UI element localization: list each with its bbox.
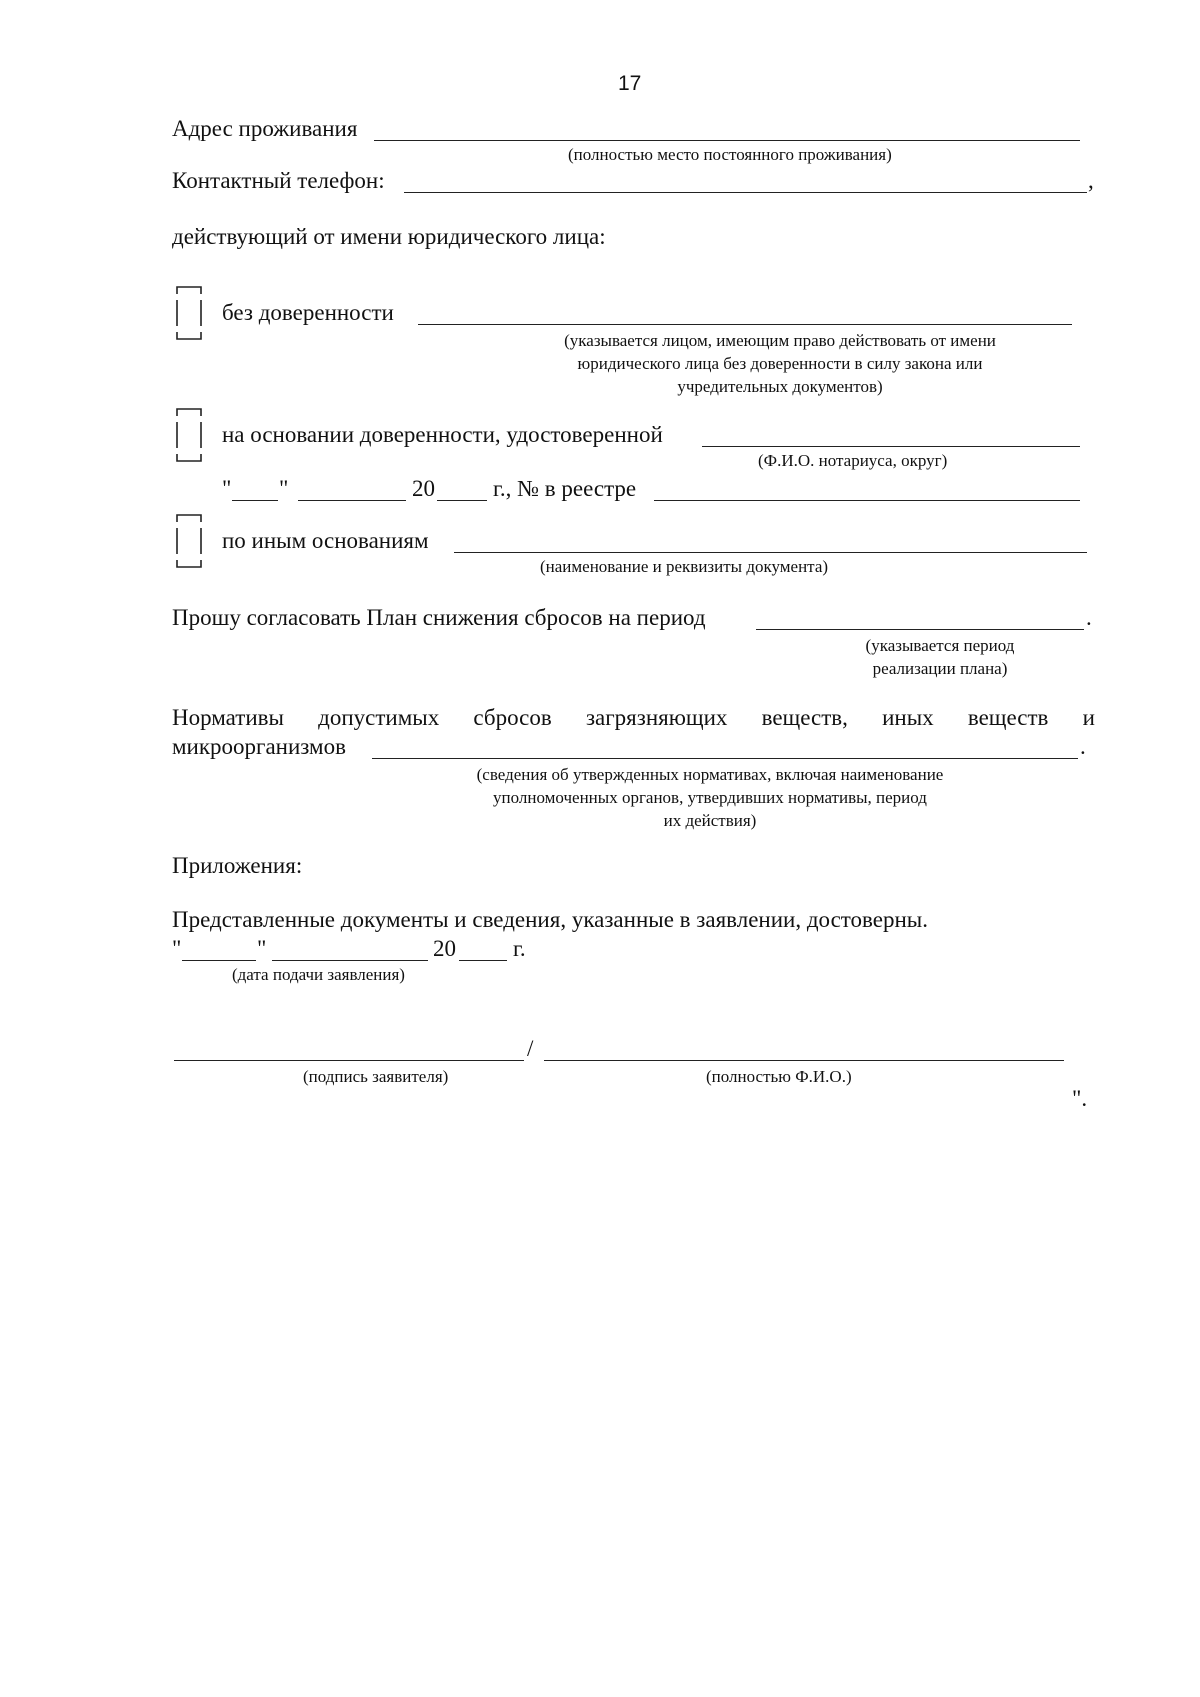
quote-close: " xyxy=(279,476,289,501)
norms-line[interactable] xyxy=(372,758,1078,759)
phone-trail: , xyxy=(1088,168,1094,193)
confirm-month-line[interactable] xyxy=(272,960,428,961)
confirm-year-prefix: 20 xyxy=(433,936,456,961)
hint-line: учредительных документов) xyxy=(677,377,883,396)
attachments-label: Приложения: xyxy=(172,853,303,878)
checkbox-bracket-icon xyxy=(176,286,202,340)
option-without-poa-label: без доверенности xyxy=(222,300,394,325)
norms-line-2: микроорганизмов xyxy=(172,734,346,759)
norms-word: иных xyxy=(882,705,934,730)
request-trail: . xyxy=(1086,605,1092,630)
year-line[interactable] xyxy=(437,500,487,501)
checkbox-with-poa[interactable] xyxy=(176,408,202,462)
option-other-hint: (наименование и реквизиты документа) xyxy=(540,557,829,576)
norms-word: допустимых xyxy=(318,705,440,730)
checkbox-other-grounds[interactable] xyxy=(176,514,202,568)
option-other-label: по иным основаниям xyxy=(222,528,429,553)
hint-line: юридического лица без доверенности в силу закона или xyxy=(577,354,983,373)
signature-line[interactable] xyxy=(174,1060,524,1061)
month-line[interactable] xyxy=(298,500,406,501)
confirm-year-line[interactable] xyxy=(459,960,507,961)
norms-word: Нормативы xyxy=(172,705,284,730)
hint-line: их действия) xyxy=(663,811,757,830)
confirm-text: Представленные документы и сведения, указанные в заявлении, достоверны. xyxy=(172,907,929,932)
acting-text: действующий от имени юридического лица: xyxy=(172,224,606,249)
period-line[interactable] xyxy=(756,629,1084,630)
option-other-line[interactable] xyxy=(454,552,1087,553)
registry-label: г., № в реестре xyxy=(493,476,637,501)
option-without-poa-hint xyxy=(500,329,1060,398)
confirm-quote-open: " xyxy=(172,936,182,961)
norms-word: веществ xyxy=(967,705,1049,730)
norms-line-1 xyxy=(172,705,1095,731)
request-text: Прошу согласовать План снижения сбросов на период xyxy=(172,605,706,630)
confirm-date-hint: (дата подачи заявления) xyxy=(232,965,405,984)
hint-line: (указывается период xyxy=(865,636,1015,655)
norms-word: веществ, xyxy=(761,705,848,730)
norms-trail: . xyxy=(1080,734,1086,759)
checkbox-without-poa[interactable] xyxy=(176,286,202,340)
registry-line[interactable] xyxy=(654,500,1080,501)
hint-line: уполномоченных органов, утвердивших нормативы, период xyxy=(493,788,927,807)
quote-open: " xyxy=(222,476,232,501)
confirm-year-suffix: г. xyxy=(513,936,526,961)
phone-label: Контактный телефон: xyxy=(172,168,385,193)
notary-line[interactable] xyxy=(702,446,1080,447)
signature-slash: / xyxy=(527,1036,534,1061)
year-prefix: 20 xyxy=(412,476,435,501)
confirm-day-line[interactable] xyxy=(182,960,256,961)
full-name-line[interactable] xyxy=(544,1060,1064,1061)
closing-quote: ". xyxy=(1072,1086,1088,1111)
hint-line: реализации плана) xyxy=(872,659,1008,678)
full-name-hint: (полностью Ф.И.О.) xyxy=(706,1067,852,1086)
address-field-line[interactable] xyxy=(374,140,1080,141)
option-with-poa-label: на основании доверенности, удостоверенной xyxy=(222,422,663,447)
notary-hint: (Ф.И.О. нотариуса, округ) xyxy=(758,451,948,470)
checkbox-bracket-icon xyxy=(176,408,202,462)
signature-hint: (подпись заявителя) xyxy=(303,1067,449,1086)
norms-word: загрязняющих xyxy=(585,705,728,730)
period-hint xyxy=(820,634,1060,680)
page-number: 17 xyxy=(618,72,642,95)
norms-hint xyxy=(410,763,1010,832)
address-hint: (полностью место постоянного проживания) xyxy=(568,145,892,164)
hint-line: (указывается лицом, имеющим право действовать от имени xyxy=(564,331,996,350)
checkbox-bracket-icon xyxy=(176,514,202,568)
confirm-quote-close: " xyxy=(257,936,267,961)
norms-word: сбросов xyxy=(473,705,552,730)
norms-word: и xyxy=(1082,705,1095,730)
option-without-poa-line[interactable] xyxy=(418,324,1072,325)
hint-line: (сведения об утвержденных нормативах, включая наименование xyxy=(476,765,944,784)
day-line[interactable] xyxy=(232,500,278,501)
address-label: Адрес проживания xyxy=(172,116,358,141)
phone-field-line[interactable] xyxy=(404,192,1087,193)
